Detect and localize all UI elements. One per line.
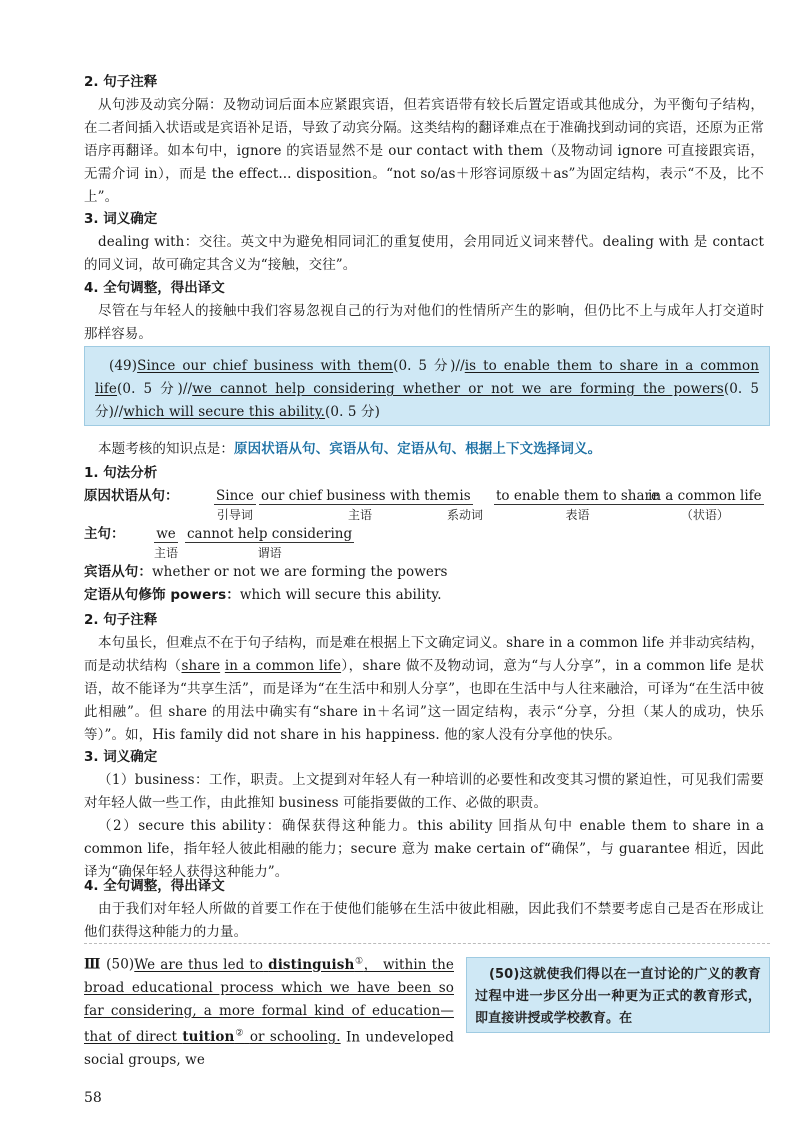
clause-label: 主句： [84, 526, 125, 542]
translation-box [466, 957, 770, 1033]
question-number: (50) [106, 956, 135, 973]
section-heading: 4. 全句调整，得出译文 [84, 280, 225, 296]
paragraph: 本句虽长，但难点不在于句子结构，而是难在根据上下文确定词义。share in a common life 并非动宾结构，而是动状结构（share in a common life），share 做不及物动词，意为“与人分享”，in a common life 是状语，故不能译为“共享生活”，而是译为“在生活中和别人分享”，也即在生活中与人往来融洽，可译为“在生活中彼此相融”。但 share 的用法中确实有“share in＋名词”这一固定结构，表示“分享，分担（某人的成功，快乐等）”。如，His family did not share in his happiness. 他的家人没有分享他的快乐。 [84, 635, 764, 743]
knowledge-points [84, 438, 764, 461]
knowledge-list: 原因状语从句、宾语从句、定语从句、根据上下文选择词义。 [234, 441, 602, 457]
page-number: 58 [84, 1090, 102, 1106]
constituent: we 主语 [154, 526, 179, 560]
paragraph: 由于我们对年轻人所做的首要工作在于使他们能够在生活中彼此相融，因此我们不禁要考虑自己是否在形成让他们获得这种能力的力量。 [84, 901, 764, 940]
paragraph: （1）business：工作，职责。上文提到对年轻人有一种培训的必要性和改变其习惯的紧迫性，可见我们需要对年轻人做一些工作，由此推知 business 可能指要做的工作、必做的职责。 [84, 772, 764, 811]
knowledge-lead: 本题考核的知识点是： [98, 441, 234, 457]
paragraph: （2）secure this ability：确保获得这种能力。this ability 回指从句中 enable them to share in a common life，指年轻人彼此相融的能力；secure 意为 make certain of“确保”，与 guarantee 相近，因此译为“确保年轻人获得这种能力”。 [84, 818, 764, 880]
constituent: to enable them to share 表语 [496, 488, 659, 522]
constituent: is 系动词 [447, 488, 484, 522]
section-heading: 3. 词义确定 [84, 749, 158, 765]
section-heading: 2. 句子注释 [84, 74, 158, 90]
object-clause: 宾语从句：whether or not we are forming the powers [84, 564, 448, 580]
paragraph: 从句涉及动宾分隔：及物动词后面本应紧跟宾语，但若宾语带有较长后置定语或其他成分，为平衡句子结构，在二者间插入状语或是宾语补足语，导致了动宾分隔。这类结构的翻译难点在于准确找到动词的宾语，还原为正常语序再翻译。如本句中，ignore 的宾语显然不是 our contact with them（及物动词 ignore 可直接跟宾语，无需介词 in），而是 the effect... disposition。“not so/as＋形容词原级＋as”为固定结构，表示“不及，比不上”。 [84, 97, 764, 205]
section-heading: 3. 词义确定 [84, 211, 158, 227]
score-mark: (0. 5 分) [325, 404, 380, 420]
constituent: Since 引导词 [216, 488, 254, 522]
question-49-text [95, 355, 759, 424]
sentence-segment: Since our chief business with them [137, 358, 394, 374]
clause-label: 原因状语从句： [84, 488, 179, 504]
score-mark: (0. 5 分)// [393, 358, 465, 374]
paragraph: dealing with：交往。英文中为避免相同词汇的重复使用，会用同近义词来替代。dealing with 是 contact 的同义词，故可确定其含义为“接触，交往”。 [84, 234, 764, 273]
roman-numeral: Ⅲ [84, 956, 102, 973]
constituent: our chief business with them 主语 [261, 488, 460, 522]
constituent: in a common life （状语） [648, 488, 762, 522]
paragraph: 尽管在与年轻人的接触中我们容易忽视自己的行为对他们的性情所产生的影响，但仍比不上与成年人打交道时那样容易。 [84, 303, 764, 342]
score-mark: (0. 5 分)// [95, 381, 760, 420]
score-mark: (0. 5 分)// [117, 381, 193, 397]
constituent: cannot help considering 谓语 [187, 526, 353, 560]
section-heading: 2. 句子注释 [84, 612, 158, 628]
sentence-segment: we cannot help considering whether or not we are forming the powers [192, 381, 724, 397]
attributive-clause: 定语从句修饰 powers：which will secure this ability. [84, 587, 442, 603]
translation-text: (50)这就使我们得以在一直讨论的广义的教育过程中进一步区分出一种更为正式的教育形式，即直接讲授或学校教育。在 [475, 967, 761, 1026]
question-49-box [84, 346, 770, 426]
sentence-segment: which will secure this ability. [123, 404, 326, 420]
section-heading: 1. 句法分析 [84, 465, 158, 481]
divider [84, 943, 770, 944]
sentence-segment: is to enable them to share in a common life [95, 358, 760, 397]
passage-part-3: Ⅲ (50)We are thus led to distinguish①， within the broad educational process which we have been so far considering, a more formal kind of education—that of direct tuition② or schooling. In undeveloped social groups, we [84, 956, 455, 1068]
question-number: (49) [109, 358, 138, 374]
section-heading: 4. 全句调整，得出译文 [84, 878, 225, 894]
